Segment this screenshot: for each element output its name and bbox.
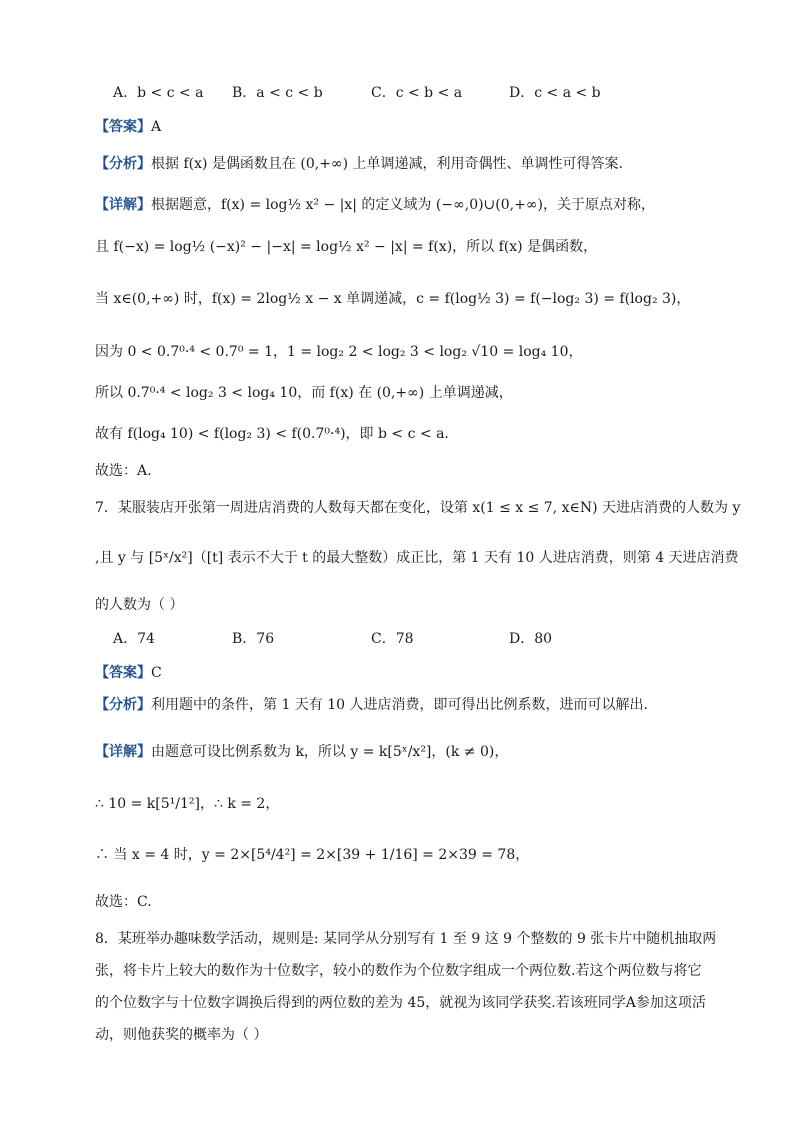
answer-tag: 【答案】 [95,665,151,681]
q6-analysis [95,154,623,174]
analysis-tag: 【分析】 [95,697,151,713]
q6-conclusion: 故选：A. [95,463,152,479]
q7-conclusion: 故选：C. [95,894,152,910]
q7-option-b: B．76 [232,631,275,647]
q6-detail-line: 【详解】根据题意，f(x) = log½ x² − |x| 的定义域为 (−∞,0)∪(0,+∞)，关于原点对称， [95,197,655,213]
q8-stem-line: 的个位数字与十位数字调换后得到的两位数的差为 45，就视为该同学获奖.若该班同学A参加这项活 [95,995,706,1011]
q7-option-c: C．78 [371,631,414,647]
q7-stem-line: 的人数为（ ） [95,597,184,613]
q6-option-c: C．c < b < a [371,85,463,101]
q7-option-d: D．80 [509,631,553,647]
q7-analysis [95,695,648,715]
q8-stem-line: 8．某班举办趣味数学活动，规则是: 某同学从分别写有 1 至 9 这 9 个整数的 9 张卡片中随机抽取两 [95,931,717,947]
analysis-tag: 【分析】 [95,156,151,172]
q7-detail-line: 【详解】由题意可设比例系数为 k，所以 y = k[5ˣ/x²]，(k ≠ 0)， [95,744,509,760]
q6-option-b: B．a < c < b [232,85,323,101]
detail-tag: 【详解】 [95,197,151,213]
analysis-text: 利用题中的条件，第 1 天有 10 人进店消费，即可得出比例系数，进而可以解出. [151,697,648,713]
q7-detail-line: ∴ 当 x = 4 时，y = 2×[5⁴/4²] = 2×[39 + 1/16] = 2×39 = 78， [95,847,530,863]
q7-answer [95,663,162,683]
q6-option-d: D．c < a < b [509,85,601,101]
q8-stem-line: 动，则他获奖的概率为（ ） [95,1027,268,1043]
answer-value: C [151,665,162,681]
answer-value: A [151,119,162,135]
q8-stem-line: 张，将卡片上较大的数作为十位数字，较小的数作为个位数字组成一个两位数.若这个两位数与将它 [95,963,702,979]
q6-detail-line: 且 f(−x) = log½ (−x)² − |−x| = log½ x² − |x| = f(x)，所以 f(x) 是偶函数， [95,239,598,255]
q7-detail-line: ∴ 10 = k[5¹/1²]，∴ k = 2， [95,796,280,812]
q6-answer [95,117,161,137]
q6-detail-line: 所以 0.7⁰·⁴ < log₂ 3 < log₄ 10，而 f(x) 在 (0,+∞) 上单调递减， [95,385,513,401]
q7-option-a: A．74 [113,631,155,647]
q6-detail-line: 因为 0 < 0.7⁰·⁴ < 0.7⁰ = 1，1 = log₂ 2 < log₂ 3 < log₂ √10 = log₄ 10， [95,344,583,360]
q6-detail-line: 故有 f(log₄ 10) < f(log₂ 3) < f(0.7⁰·⁴)，即 b < c < a. [95,426,449,442]
detail-tag: 【详解】 [95,744,151,760]
q6-option-a: A．b < c < a [113,85,204,101]
q7-stem-line: 7．某服装店开张第一周进店消费的人数每天都在变化，设第 x(1 ≤ x ≤ 7, x∈N) 天进店消费的人数为 y [95,500,741,516]
analysis-text: 根据 f(x) 是偶函数且在 (0,+∞) 上单调递减，利用奇偶性、单调性可得答案. [151,156,623,172]
answer-tag: 【答案】 [95,119,151,135]
q7-stem-line: ,且 y 与 [5ˣ/x²]（[t] 表示不大于 t 的最大整数）成正比，第 1 天有 10 人进店消费，则第 4 天进店消费 [95,550,739,566]
q6-detail-line: 当 x∈(0,+∞) 时，f(x) = 2log½ x − x 单调递减，c = f(log½ 3) = f(−log₂ 3) = f(log₂ 3)， [95,291,691,307]
